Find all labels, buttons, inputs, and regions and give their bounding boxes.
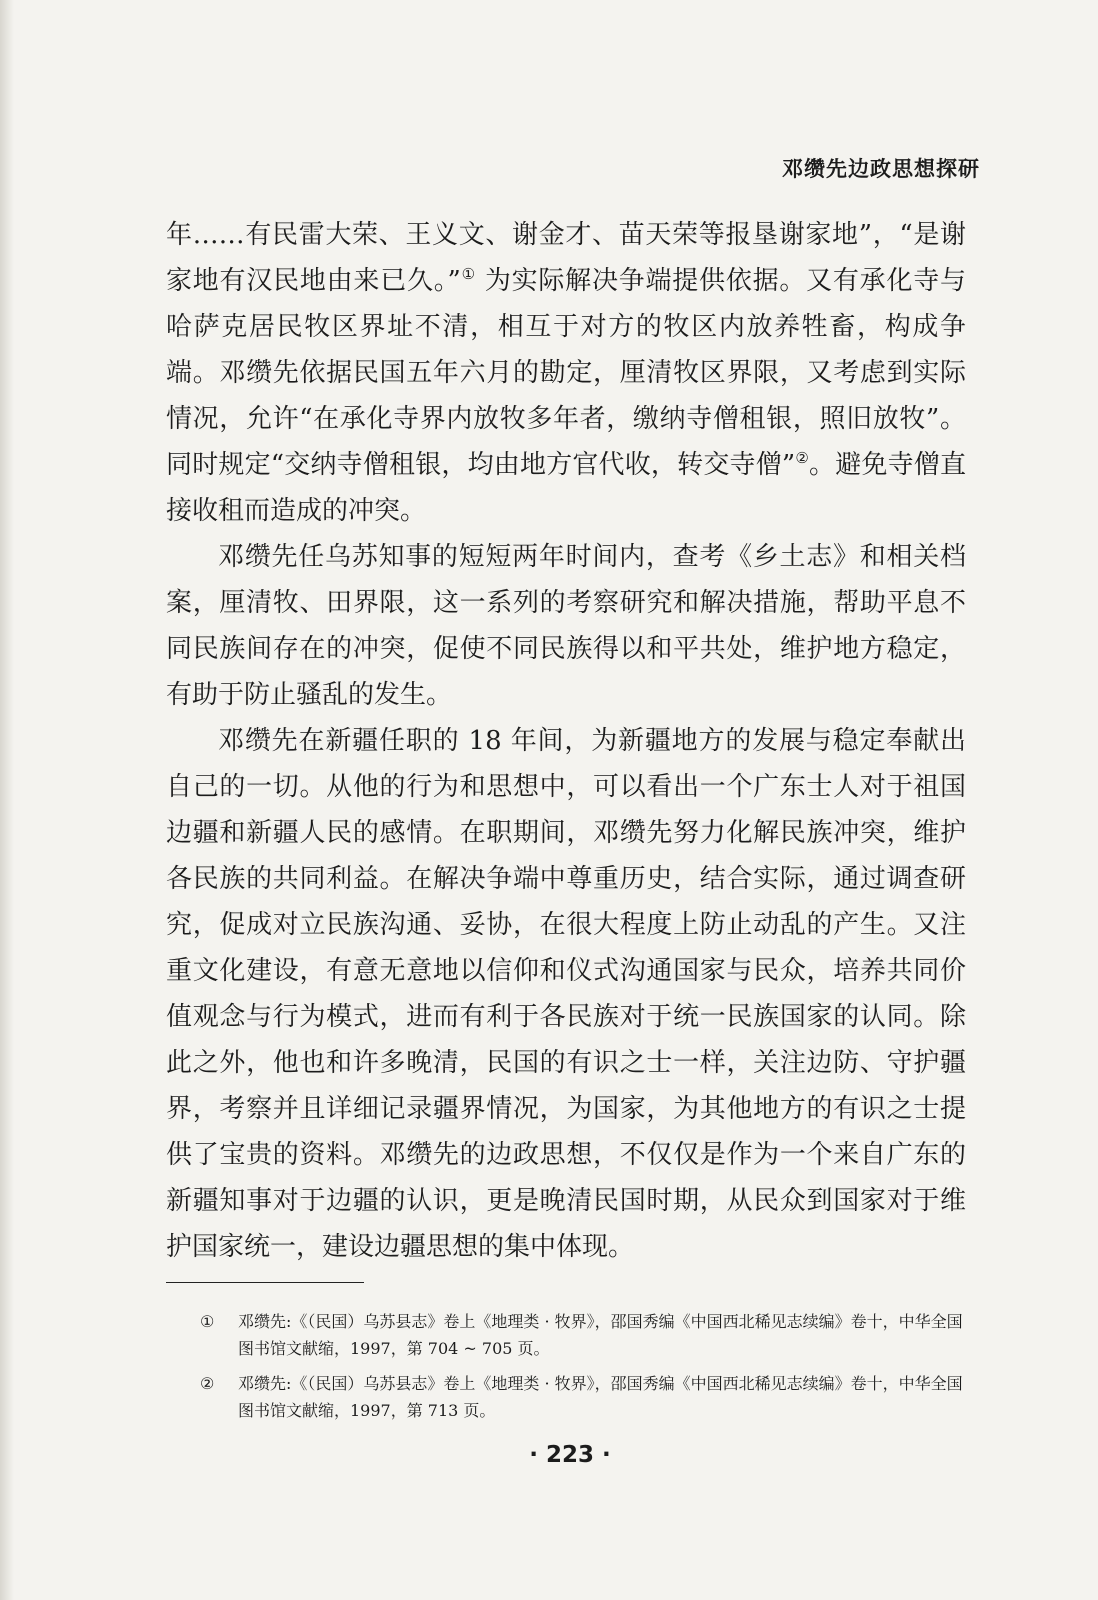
footnotes: [200, 1308, 975, 1432]
footnote-marker: ②: [200, 1374, 215, 1393]
text-run: 为实际解决争端提供依据。又有承化寺与哈萨克居民牧区界址不清，相互于对方的牧区内放养牲畜，构成争端。邓缵先依据民国五年六月的勘定，厘清牧区界限，又考虑到实际情况，允许“在承化寺界内放牧多年者，缴纳寺僧租银，照旧放牧”。同时规定“交纳寺僧租银，均由地方官代收，转交寺僧”: [166, 266, 967, 480]
paragraph-2: [166, 534, 966, 718]
body-text: [166, 212, 966, 1270]
text-run: 。避免寺僧直接收租而造成的冲突。: [166, 450, 966, 526]
footnote-reference: ①: [460, 265, 476, 283]
footnote-text: 邓缵先:《（民国）乌苏县志》卷上《地理类 · 牧界》，邵国秀编《中国西北稀见志续编》卷十，中华全国图书馆文献缩，1997，第 713 页。: [238, 1374, 963, 1420]
footnote-separator: [166, 1282, 364, 1283]
running-header: 邓缵先边政思想探研: [782, 157, 980, 181]
page-binding-shadow: [0, 0, 14, 1600]
paragraph-3: [166, 718, 966, 1270]
footnote-marker: ①: [200, 1312, 215, 1331]
footnote-reference: ②: [795, 449, 810, 467]
text-run: 邓缵先在新疆任职的 18 年间，为新疆地方的发展与稳定奉献出自己的一切。从他的行为和思想中，可以看出一个广东士人对于祖国边疆和新疆人民的感情。在职期间，邓缵先努力化解民族冲突，维护各民族的共同利益。在解决争端中尊重历史，结合实际，通过调查研究，促成对立民族沟通、妥协，在很大程度上防止动乱的产生。又注重文化建设，有意无意地以信仰和仪式沟通国家与民众，培养共同价值观念与行为模式，进而有利于各民族对于统一民族国家的认同。除此之外，他也和许多晚清，民国的有识之士一样，关注边防、守护疆界，考察并且详细记录疆界情况，为国家，为其他地方的有识之士提供了宝贵的资料。邓缵先的边政思想，不仅仅是作为一个来自广东的新疆知事对于边疆的认识，更是晚清民国时期，从民众到国家对于维护国家统一，建设边疆思想的集中体现。: [166, 726, 966, 1262]
footnote-1: [200, 1308, 975, 1362]
footnote-text: 邓缵先:《（民国）乌苏县志》卷上《地理类 · 牧界》，邵国秀编《中国西北稀见志续编》卷十，中华全国图书馆文献缩，1997，第 704 ~ 705 页。: [238, 1312, 963, 1358]
text-run: 年……有民雷大荣、王义文、谢金才、苗天荣等报垦谢家地”，“是谢家地有汉民地由来已久。”: [166, 220, 966, 296]
text-run: 邓缵先任乌苏知事的短短两年时间内，查考《乡土志》和相关档案，厘清牧、田界限，这一系列的考察研究和解决措施，帮助平息不同民族间存在的冲突，促使不同民族得以和平共处，维护地方稳定，有助于防止骚乱的发生。: [166, 542, 966, 710]
paragraph-1: [166, 212, 966, 534]
footnote-2: [200, 1370, 975, 1424]
page-number: · 223 ·: [529, 1442, 611, 1468]
